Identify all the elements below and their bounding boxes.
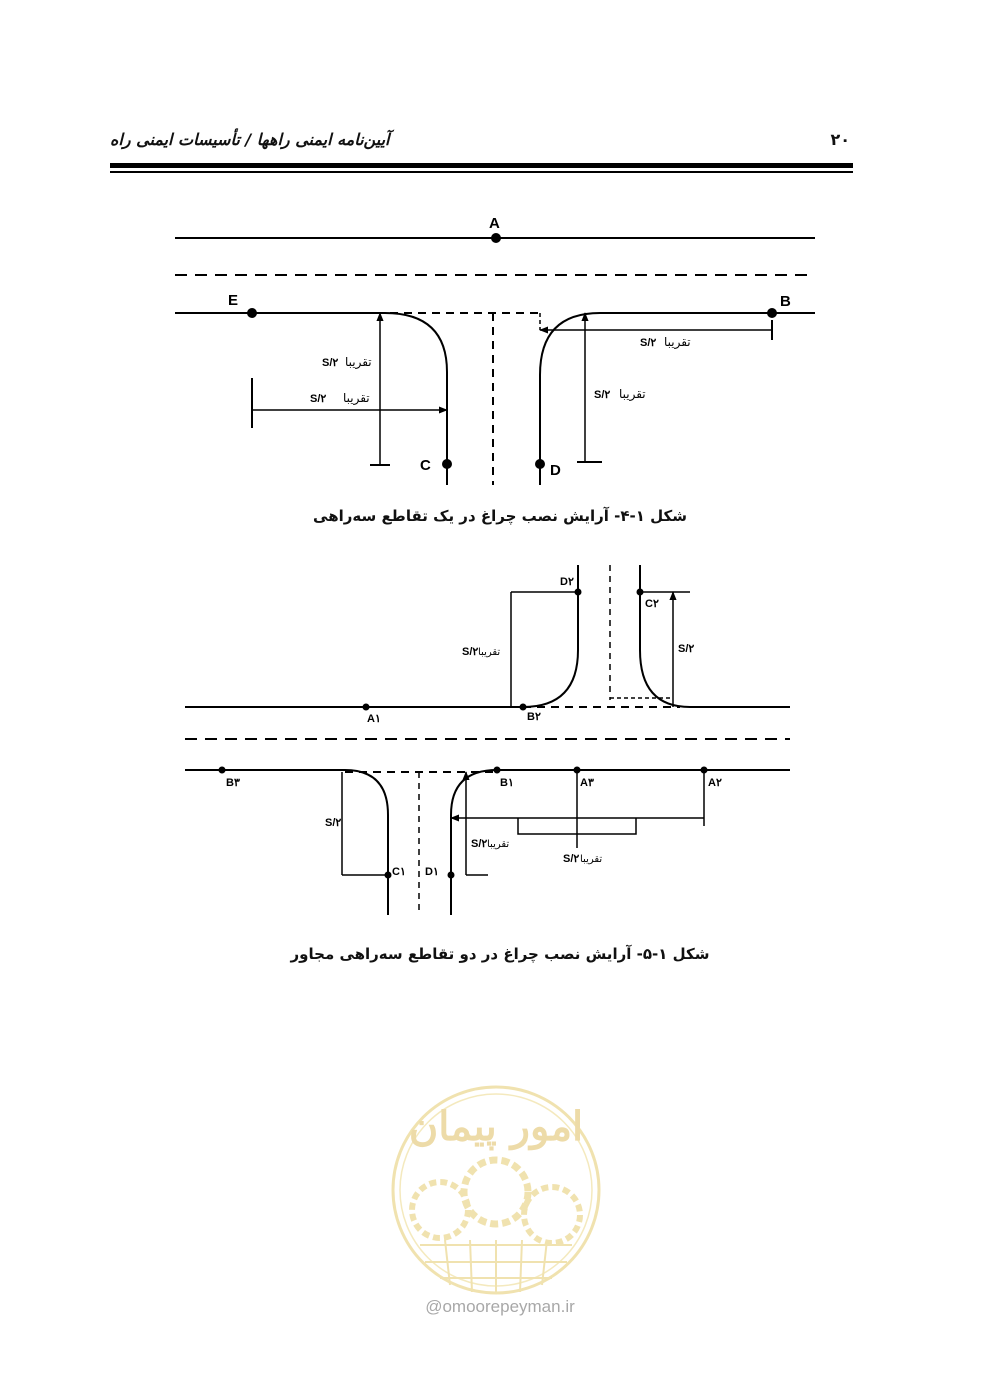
watermark-grid	[420, 1240, 572, 1293]
fig1-point-c	[442, 459, 452, 469]
watermark-url: @omoorepeyman.ir	[425, 1297, 575, 1316]
fig1-label-d: D	[550, 462, 561, 479]
fig2-label-b1: B۱	[500, 777, 514, 789]
fig2-curb-lower-left	[345, 770, 388, 915]
page-number: ۲۰	[830, 130, 850, 149]
watermark-gear-center	[464, 1160, 528, 1224]
fig2-dim-d2-approx: تقریبا	[478, 647, 501, 658]
fig1-point-e	[247, 308, 257, 318]
fig1-point-a	[491, 233, 501, 243]
fig2-dim-a3-approx: تقریبا	[580, 854, 603, 865]
watermark-gear-left	[412, 1182, 468, 1238]
fig2-label-c2: C۲	[645, 598, 659, 610]
fig1-points	[247, 233, 777, 469]
fig1-dim3-s: S/۲	[640, 337, 657, 349]
watermark-text: امور پیمان	[408, 1103, 584, 1150]
fig2-label-a3: A۳	[580, 777, 594, 789]
fig2-label-a2: A۲	[708, 777, 722, 789]
fig1-dim2-s: S/۲	[310, 393, 327, 405]
fig1-curb-left	[385, 313, 447, 485]
figure-1-diagram	[175, 238, 815, 485]
fig2-point-b1	[494, 767, 501, 774]
watermark-logo	[393, 1087, 599, 1293]
fig1-label-a: A	[489, 215, 500, 232]
fig2-curb-upper-right	[640, 565, 790, 707]
fig1-label-b: B	[780, 293, 791, 310]
fig1-dim3-approx: تقریبا	[664, 335, 691, 349]
fig2-point-a2	[701, 767, 708, 774]
watermark-gear-right	[524, 1187, 580, 1243]
fig1-label-e: E	[228, 292, 239, 309]
fig1-dim1-s: S/۲	[322, 357, 339, 369]
fig2-label-c1: C۱	[392, 866, 406, 878]
fig2-label-b2: B۲	[527, 711, 541, 723]
fig2-dim-d1-s: S/۲	[471, 838, 488, 850]
fig2-label-d1: D۱	[425, 866, 439, 878]
figure-2-caption: شکل ۱-۵- آرایش نصب چراغ در دو تقاطع سه‌راهی مجاور	[290, 945, 710, 963]
fig1-point-b	[767, 308, 777, 318]
fig2-point-d1	[448, 872, 455, 879]
fig2-point-d2	[575, 589, 582, 596]
fig2-dim-d2-s: S/۲	[462, 646, 479, 658]
fig1-label-c: C	[420, 457, 431, 474]
fig1-dim4-approx: تقریبا	[619, 387, 646, 401]
fig2-dim-c1-s: S/۲	[325, 817, 342, 829]
fig1-dim2-approx: تقریبا	[343, 391, 370, 405]
fig2-dim-a3-s: S/۲	[563, 853, 580, 865]
fig2-label-a1: A۱	[367, 713, 381, 725]
fig2-point-b2	[520, 704, 527, 711]
fig2-label-b3: B۳	[226, 777, 240, 789]
running-header-title: آیین‌نامه ایمنی راهها / تأسیسات ایمنی راه	[110, 130, 390, 149]
fig2-point-c2	[637, 589, 644, 596]
fig2-point-a1	[363, 704, 370, 711]
fig2-point-b3	[219, 767, 226, 774]
fig2-point-a3	[574, 767, 581, 774]
fig2-point-c1	[385, 872, 392, 879]
fig2-dim-d1-approx: تقریبا	[487, 839, 510, 850]
fig2-points	[219, 589, 708, 879]
fig2-dim-c2-s: S/۲	[678, 643, 695, 655]
figure-1-caption: شکل ۱-۴- آرایش نصب چراغ در یک تقاطع سه‌راهی	[313, 507, 687, 525]
fig1-dim1-approx: تقریبا	[345, 355, 372, 369]
fig1-dim4-s: S/۲	[594, 389, 611, 401]
figure-2-diagram	[185, 565, 790, 915]
fig1-point-d	[535, 459, 545, 469]
fig2-label-d2: D۲	[560, 576, 574, 588]
